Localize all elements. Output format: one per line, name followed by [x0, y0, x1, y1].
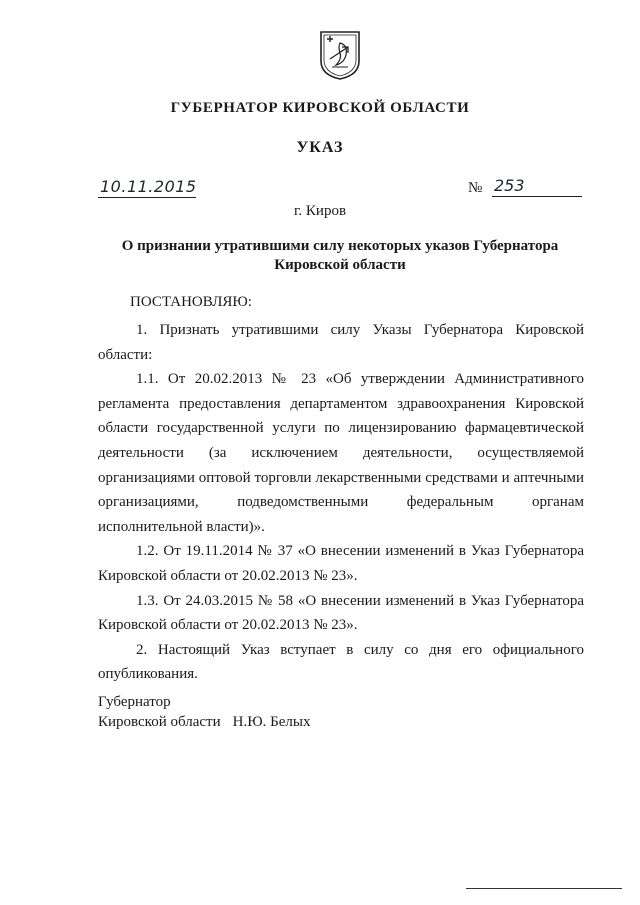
document-subject: О признании утратившими силу некоторых указов Губернатора Кировской области [121, 238, 559, 273]
paragraph-1-2: 1.2. От 19.11.2014 № 37 «О внесении изменений в Указ Губернатора Кировской области от 20.02.2013 № 23». [98, 543, 584, 584]
signer-position-line1: Губернатор [98, 694, 171, 710]
paragraph-1-1: 1.1. От 20.02.2013 № 23 «Об утверждении Административного регламента предоставления департаментом здравоохранения Кировской области государственной услуги по лицензированию фармацевтической деятельности (за исключением деятельности, осуществляемой организациями оптовой торговли лекарственными средствами и аптечными организациями, подведомственными федеральным органам исполнительной власти)». [98, 371, 584, 535]
paragraph-1: 1. Признать утратившими силу Указы Губернатора Кировской области: [98, 322, 584, 363]
document-date: 10.11.2015 [100, 177, 197, 196]
paragraph-2: 2. Настоящий Указ вступает в силу со дня его официального опубликования. [98, 641, 584, 683]
document-number: 253 [492, 175, 582, 197]
signer-name: Н.Ю. Белых [232, 714, 311, 730]
paragraph-1-3: 1.3. От 24.03.2015 № 58 «О внесении изменений в Указ Губернатора Кировской области от 20.02.2013 № 23». [98, 592, 584, 634]
footer-divider [466, 888, 622, 889]
signer-position-line2: Кировской области [98, 714, 221, 730]
document-type-title: УКАЗ [296, 139, 344, 156]
document-body [98, 318, 584, 687]
number-sign: № [468, 180, 483, 196]
issue-city: г. Киров [293, 203, 347, 219]
coat-of-arms-icon [318, 29, 362, 81]
signature-block [98, 692, 310, 732]
issuing-authority-title: ГУБЕРНАТОР КИРОВСКОЙ ОБЛАСТИ [170, 100, 470, 116]
decree-word: ПОСТАНОВЛЯЮ: [130, 294, 252, 310]
